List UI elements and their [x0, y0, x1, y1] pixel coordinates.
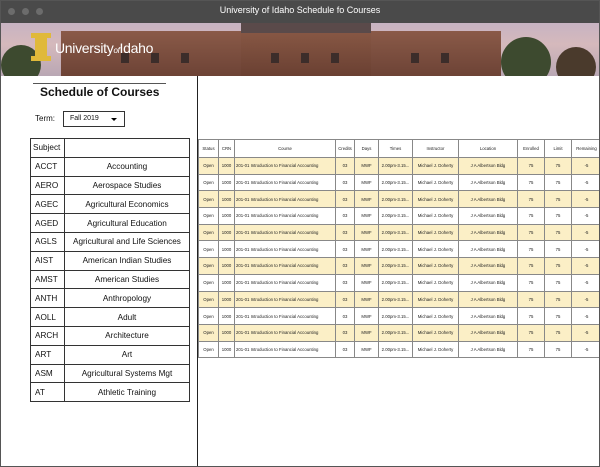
- cell-remaining: -5: [572, 274, 600, 291]
- cell-days: MWF: [355, 291, 379, 308]
- university-logo-icon: [35, 33, 47, 61]
- cell-location: J A Albertson Bldg: [459, 274, 518, 291]
- cell-location: J A Albertson Bldg: [459, 158, 518, 175]
- subject-name[interactable]: Athletic Training: [64, 383, 189, 402]
- title-rule: [33, 83, 166, 84]
- cell-course: 201-01 Introduction to Financial Accounting: [235, 174, 336, 191]
- cell-credits: 03: [336, 341, 355, 358]
- cell-status: Open: [199, 258, 219, 275]
- cell-times: 2.00pm-3.15...: [379, 174, 413, 191]
- cell-location: J A Albertson Bldg: [459, 308, 518, 325]
- cell-limit: 75: [545, 158, 572, 175]
- course-row[interactable]: [199, 174, 600, 191]
- cell-credits: 03: [336, 324, 355, 341]
- subject-name[interactable]: Architecture: [64, 326, 189, 345]
- course-row[interactable]: [199, 208, 600, 225]
- cell-location: J A Albertson Bldg: [459, 291, 518, 308]
- cell-course: 201-01 Introduction to Financial Accounting: [235, 274, 336, 291]
- cell-instructor: Michael J. Doherty: [413, 224, 459, 241]
- cell-credits: 03: [336, 224, 355, 241]
- cell-remaining: -5: [572, 241, 600, 258]
- subject-code[interactable]: AT: [31, 383, 65, 402]
- cell-days: MWF: [355, 241, 379, 258]
- header-banner: [1, 23, 599, 76]
- subject-row[interactable]: [31, 195, 190, 214]
- subject-name[interactable]: Adult: [64, 308, 189, 327]
- cell-credits: 03: [336, 308, 355, 325]
- cell-limit: 75: [545, 258, 572, 275]
- cell-remaining: -5: [572, 324, 600, 341]
- cell-days: MWF: [355, 341, 379, 358]
- cell-crn: 1000: [219, 258, 235, 275]
- cell-enrolled: 75: [518, 258, 545, 275]
- subject-row[interactable]: [31, 232, 190, 251]
- cell-times: 2.00pm-3.15...: [379, 224, 413, 241]
- cell-status: Open: [199, 291, 219, 308]
- cell-limit: 75: [545, 174, 572, 191]
- cell-credits: 03: [336, 291, 355, 308]
- subject-row[interactable]: [31, 270, 190, 289]
- column-header-remaining[interactable]: Remaining: [572, 140, 600, 158]
- cell-location: J A Albertson Bldg: [459, 208, 518, 225]
- cell-course: 201-01 Introduction to Financial Accounting: [235, 208, 336, 225]
- cell-times: 2.00pm-3.15...: [379, 341, 413, 358]
- subject-name[interactable]: Anthropology: [64, 289, 189, 308]
- course-row[interactable]: [199, 324, 600, 341]
- column-header-crn[interactable]: CRN: [219, 140, 235, 158]
- term-select-value: Fall 2019: [70, 115, 99, 122]
- subject-row[interactable]: [31, 157, 190, 176]
- cell-limit: 75: [545, 191, 572, 208]
- subject-code[interactable]: ANTH: [31, 289, 65, 308]
- subject-row[interactable]: [31, 214, 190, 233]
- cell-days: MWF: [355, 324, 379, 341]
- subject-table-header: [31, 139, 190, 158]
- cell-status: Open: [199, 208, 219, 225]
- banner-roof-image: [241, 23, 371, 33]
- cell-crn: 1000: [219, 174, 235, 191]
- cell-location: J A Albertson Bldg: [459, 258, 518, 275]
- window-title: University of Idaho Schedule fo Courses: [219, 5, 381, 15]
- cell-times: 2.00pm-3.15...: [379, 291, 413, 308]
- cell-remaining: -5: [572, 208, 600, 225]
- cell-enrolled: 75: [518, 241, 545, 258]
- subject-row[interactable]: [31, 176, 190, 195]
- subject-code[interactable]: AGLS: [31, 232, 65, 251]
- column-header-instructor[interactable]: Instructor: [413, 140, 459, 158]
- subject-row[interactable]: [31, 364, 190, 383]
- banner-window: [181, 53, 189, 63]
- cell-enrolled: 75: [518, 224, 545, 241]
- cell-crn: 1000: [219, 324, 235, 341]
- subject-row[interactable]: [31, 308, 190, 327]
- cell-remaining: -5: [572, 258, 600, 275]
- cell-crn: 1000: [219, 158, 235, 175]
- cell-remaining: -5: [572, 308, 600, 325]
- subject-code[interactable]: AOLL: [31, 308, 65, 327]
- cell-days: MWF: [355, 158, 379, 175]
- cell-course: 201-01 Introduction to Financial Accounting: [235, 258, 336, 275]
- cell-times: 2.00pm-3.15...: [379, 274, 413, 291]
- cell-status: Open: [199, 191, 219, 208]
- cell-location: J A Albertson Bldg: [459, 241, 518, 258]
- cell-credits: 03: [336, 158, 355, 175]
- cell-course: 201-01 Introduction to Financial Accounting: [235, 341, 336, 358]
- cell-crn: 1000: [219, 191, 235, 208]
- page-title: Schedule of Courses: [40, 85, 160, 99]
- column-header-limit[interactable]: Limit: [545, 140, 572, 158]
- cell-instructor: Michael J. Doherty: [413, 324, 459, 341]
- cell-course: 201-01 Introduction to Financial Accounting: [235, 291, 336, 308]
- cell-location: J A Albertson Bldg: [459, 324, 518, 341]
- cell-remaining: -5: [572, 191, 600, 208]
- cell-status: Open: [199, 308, 219, 325]
- subject-name[interactable]: American Indian Studies: [64, 251, 189, 270]
- cell-credits: 03: [336, 174, 355, 191]
- cell-days: MWF: [355, 274, 379, 291]
- cell-instructor: Michael J. Doherty: [413, 258, 459, 275]
- cell-enrolled: 75: [518, 341, 545, 358]
- subject-row[interactable]: [31, 345, 190, 364]
- tree-image: [501, 37, 551, 76]
- column-header-credits[interactable]: Credits: [336, 140, 355, 158]
- cell-remaining: -5: [572, 174, 600, 191]
- banner-window: [331, 53, 339, 63]
- subject-name[interactable]: Agricultural Systems Mgt: [64, 364, 189, 383]
- cell-crn: 1000: [219, 341, 235, 358]
- cell-times: 2.00pm-3.15...: [379, 308, 413, 325]
- cell-status: Open: [199, 174, 219, 191]
- course-row[interactable]: [199, 224, 600, 241]
- cell-instructor: Michael J. Doherty: [413, 274, 459, 291]
- column-header-location[interactable]: Location: [459, 140, 518, 158]
- cell-crn: 1000: [219, 208, 235, 225]
- cell-course: 201-01 Introduction to Financial Accounting: [235, 308, 336, 325]
- subject-code[interactable]: ART: [31, 345, 65, 364]
- cell-location: J A Albertson Bldg: [459, 191, 518, 208]
- tree-image: [556, 47, 596, 76]
- cell-enrolled: 75: [518, 158, 545, 175]
- subject-table: [30, 138, 190, 402]
- subject-name[interactable]: Agricultural Economics: [64, 195, 189, 214]
- banner-window: [271, 53, 279, 63]
- cell-instructor: Michael J. Doherty: [413, 191, 459, 208]
- cell-enrolled: 75: [518, 208, 545, 225]
- cell-credits: 03: [336, 241, 355, 258]
- cell-status: Open: [199, 274, 219, 291]
- banner-window: [411, 53, 419, 63]
- cell-instructor: Michael J. Doherty: [413, 291, 459, 308]
- cell-times: 2.00pm-3.15...: [379, 208, 413, 225]
- cell-instructor: Michael J. Doherty: [413, 241, 459, 258]
- subject-code[interactable]: AERO: [31, 176, 65, 195]
- cell-enrolled: 75: [518, 291, 545, 308]
- subject-name[interactable]: American Studies: [64, 270, 189, 289]
- banner-window: [441, 53, 449, 63]
- cell-course: 201-01 Introduction to Financial Accounting: [235, 191, 336, 208]
- subject-code[interactable]: ACCT: [31, 157, 65, 176]
- course-row[interactable]: [199, 274, 600, 291]
- subject-name[interactable]: Agricultural and Life Sciences: [64, 232, 189, 251]
- cell-location: J A Albertson Bldg: [459, 341, 518, 358]
- subject-row[interactable]: [31, 383, 190, 402]
- cell-course: 201-01 Introduction to Financial Accounting: [235, 324, 336, 341]
- subject-name[interactable]: Agricultural Education: [64, 214, 189, 233]
- cell-credits: 03: [336, 208, 355, 225]
- cell-remaining: -5: [572, 291, 600, 308]
- cell-status: Open: [199, 341, 219, 358]
- subject-row[interactable]: [31, 251, 190, 270]
- cell-status: Open: [199, 224, 219, 241]
- cell-status: Open: [199, 324, 219, 341]
- course-row[interactable]: [199, 191, 600, 208]
- cell-location: J A Albertson Bldg: [459, 224, 518, 241]
- term-select[interactable]: [63, 111, 125, 127]
- cell-instructor: Michael J. Doherty: [413, 174, 459, 191]
- course-row[interactable]: [199, 241, 600, 258]
- cell-days: MWF: [355, 308, 379, 325]
- cell-limit: 75: [545, 274, 572, 291]
- cell-enrolled: 75: [518, 324, 545, 341]
- cell-status: Open: [199, 241, 219, 258]
- cell-limit: 75: [545, 324, 572, 341]
- cell-enrolled: 75: [518, 274, 545, 291]
- cell-days: MWF: [355, 258, 379, 275]
- cell-days: MWF: [355, 224, 379, 241]
- subject-name[interactable]: Accounting: [64, 157, 189, 176]
- subject-code[interactable]: ARCH: [31, 326, 65, 345]
- course-row[interactable]: [199, 341, 600, 358]
- course-table-header: [199, 140, 600, 158]
- subject-name[interactable]: Aerospace Studies: [64, 176, 189, 195]
- cell-crn: 1000: [219, 224, 235, 241]
- subject-code[interactable]: AMST: [31, 270, 65, 289]
- banner-window: [301, 53, 309, 63]
- subject-code[interactable]: ASM: [31, 364, 65, 383]
- cell-enrolled: 75: [518, 174, 545, 191]
- cell-limit: 75: [545, 308, 572, 325]
- cell-times: 2.00pm-3.15...: [379, 241, 413, 258]
- cell-status: Open: [199, 158, 219, 175]
- course-row[interactable]: [199, 258, 600, 275]
- chevron-down-icon: [111, 118, 117, 121]
- column-header-status[interactable]: Status: [199, 140, 219, 158]
- term-label: Term:: [35, 114, 55, 123]
- course-table: [198, 139, 600, 358]
- cell-limit: 75: [545, 224, 572, 241]
- cell-enrolled: 75: [518, 191, 545, 208]
- cell-limit: 75: [545, 291, 572, 308]
- column-header-days[interactable]: Days: [355, 140, 379, 158]
- cell-crn: 1000: [219, 291, 235, 308]
- subject-code[interactable]: AGED: [31, 214, 65, 233]
- cell-times: 2.00pm-3.15...: [379, 258, 413, 275]
- cell-limit: 75: [545, 241, 572, 258]
- subject-row[interactable]: [31, 289, 190, 308]
- cell-course: 201-01 Introduction to Financial Accounting: [235, 158, 336, 175]
- column-header-course[interactable]: Course: [235, 140, 336, 158]
- cell-instructor: Michael J. Doherty: [413, 341, 459, 358]
- subject-header: Subject: [31, 139, 65, 158]
- cell-location: J A Albertson Bldg: [459, 174, 518, 191]
- subject-code[interactable]: AIST: [31, 251, 65, 270]
- cell-crn: 1000: [219, 308, 235, 325]
- cell-remaining: -5: [572, 158, 600, 175]
- cell-times: 2.00pm-3.15...: [379, 191, 413, 208]
- cell-enrolled: 75: [518, 308, 545, 325]
- cell-instructor: Michael J. Doherty: [413, 158, 459, 175]
- cell-crn: 1000: [219, 241, 235, 258]
- cell-days: MWF: [355, 191, 379, 208]
- cell-limit: 75: [545, 208, 572, 225]
- column-header-enrolled[interactable]: Enrolled: [518, 140, 545, 158]
- subject-code[interactable]: AGEC: [31, 195, 65, 214]
- cell-days: MWF: [355, 174, 379, 191]
- cell-times: 2.00pm-3.15...: [379, 158, 413, 175]
- cell-times: 2.00pm-3.15...: [379, 324, 413, 341]
- cell-instructor: Michael J. Doherty: [413, 308, 459, 325]
- cell-crn: 1000: [219, 274, 235, 291]
- cell-credits: 03: [336, 274, 355, 291]
- cell-credits: 03: [336, 258, 355, 275]
- column-header-times[interactable]: Times: [379, 140, 413, 158]
- cell-course: 201-01 Introduction to Financial Accounting: [235, 224, 336, 241]
- cell-remaining: -5: [572, 341, 600, 358]
- cell-instructor: Michael J. Doherty: [413, 208, 459, 225]
- cell-limit: 75: [545, 341, 572, 358]
- cell-credits: 03: [336, 191, 355, 208]
- subject-name[interactable]: Art: [64, 345, 189, 364]
- cell-remaining: -5: [572, 224, 600, 241]
- course-row[interactable]: [199, 158, 600, 175]
- course-row[interactable]: [199, 308, 600, 325]
- title-bar: [1, 1, 599, 23]
- cell-days: MWF: [355, 208, 379, 225]
- cell-course: 201-01 Introduction to Financial Accounting: [235, 241, 336, 258]
- course-row[interactable]: [199, 291, 600, 308]
- university-logo-text[interactable]: UniversityofIdaho: [55, 40, 154, 56]
- subject-row[interactable]: [31, 326, 190, 345]
- subject-header-blank: [64, 139, 189, 158]
